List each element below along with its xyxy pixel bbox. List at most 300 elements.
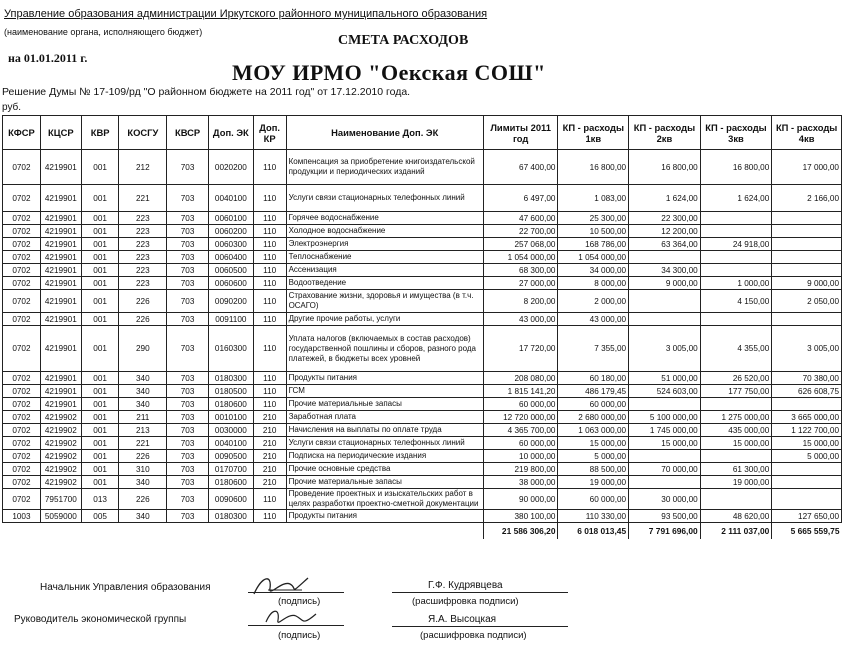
cell-q2: 5 100 000,00	[629, 411, 701, 424]
cell-q1: 7 355,00	[558, 326, 629, 372]
cell-q2	[629, 313, 701, 326]
cell-name: Прочие основные средства	[286, 463, 483, 476]
document-date: на 01.01.2011 г.	[8, 51, 88, 65]
cell-kvsr: 703	[167, 225, 209, 238]
cell-dopek: 0180600	[208, 398, 253, 411]
cell-dopek: 0090600	[208, 489, 253, 510]
cell-q3	[700, 251, 772, 264]
cell-dopek: 0060400	[208, 251, 253, 264]
cell-q2	[629, 476, 701, 489]
cell-q4: 1 122 700,00	[772, 424, 842, 437]
cell-kvr: 001	[81, 185, 119, 212]
cell-q2: 70 000,00	[629, 463, 701, 476]
cell-q4	[772, 264, 842, 277]
cell-dopkr: 110	[253, 264, 286, 277]
table-row	[3, 437, 842, 450]
cell-dopkr: 210	[253, 411, 286, 424]
cell-kosgu: 226	[119, 290, 167, 313]
cell-kvsr: 703	[167, 150, 209, 185]
organization-name: Управление образования администрации Иркутского районного муниципального образования	[4, 8, 488, 20]
head-name: Г.Ф. Кудрявцева	[428, 580, 503, 591]
cell-kosgu: 211	[119, 411, 167, 424]
cell-q2: 30 000,00	[629, 489, 701, 510]
table-row	[3, 463, 842, 476]
cell-kvsr: 703	[167, 437, 209, 450]
table-row	[3, 372, 842, 385]
column-header: КП - расходы 3кв	[700, 116, 772, 150]
cell-kvsr: 703	[167, 212, 209, 225]
cell-name: Компенсация за приобретение книгоиздательской продукции и периодических изданий	[286, 150, 483, 185]
cell-kfsr: 0702	[3, 437, 41, 450]
cell-kfsr: 0702	[3, 385, 41, 398]
cell-kosgu: 226	[119, 313, 167, 326]
cell-limit: 10 000,00	[483, 450, 558, 463]
cell-dopek: 0060500	[208, 264, 253, 277]
cell-dopek: 0180600	[208, 476, 253, 489]
cell-q2: 34 300,00	[629, 264, 701, 277]
cell-kvr: 005	[81, 510, 119, 523]
cell-name: Заработная плата	[286, 411, 483, 424]
cell-kosgu: 221	[119, 437, 167, 450]
cell-kfsr: 0702	[3, 372, 41, 385]
cell-dopek: 0090500	[208, 450, 253, 463]
cell-kosgu: 226	[119, 450, 167, 463]
cell-kfsr: 0702	[3, 476, 41, 489]
cell-q3	[700, 489, 772, 510]
cell-dopkr: 210	[253, 450, 286, 463]
cell-limit: 17 720,00	[483, 326, 558, 372]
cell-limit: 4 365 700,00	[483, 424, 558, 437]
cell-limit: 208 080,00	[483, 372, 558, 385]
cell-dopek: 0170700	[208, 463, 253, 476]
cell-dopkr: 110	[253, 225, 286, 238]
cell-kfsr: 0702	[3, 212, 41, 225]
cell-q3	[700, 398, 772, 411]
cell-q1: 486 179,45	[558, 385, 629, 398]
cell-q4	[772, 251, 842, 264]
cell-q3: 19 000,00	[700, 476, 772, 489]
cell-q2	[629, 251, 701, 264]
column-header: Доп. ЭК	[208, 116, 253, 150]
cell-kvr: 001	[81, 385, 119, 398]
table-row	[3, 212, 842, 225]
cell-kvr: 001	[81, 463, 119, 476]
cell-kfsr: 0702	[3, 313, 41, 326]
cell-limit: 12 720 000,00	[483, 411, 558, 424]
cell-kfsr: 0702	[3, 277, 41, 290]
cell-q4	[772, 489, 842, 510]
cell-kosgu: 223	[119, 212, 167, 225]
cell-limit: 8 200,00	[483, 290, 558, 313]
cell-dopkr: 210	[253, 437, 286, 450]
cell-kfsr: 1003	[3, 510, 41, 523]
cell-kfsr: 0702	[3, 326, 41, 372]
cell-q1: 43 000,00	[558, 313, 629, 326]
cell-kosgu: 223	[119, 264, 167, 277]
cell-dopkr: 110	[253, 326, 286, 372]
cell-name: Продукты питания	[286, 510, 483, 523]
cell-kosgu: 226	[119, 489, 167, 510]
cell-kvr: 001	[81, 437, 119, 450]
cell-q4: 9 000,00	[772, 277, 842, 290]
school-name: МОУ ИРМО "Оекская СОШ"	[232, 60, 546, 85]
cell-dopek: 0160300	[208, 326, 253, 372]
cell-kcsr: 4219901	[40, 212, 81, 225]
cell-dopkr: 110	[253, 212, 286, 225]
cell-limit: 67 400,00	[483, 150, 558, 185]
cell-kcsr: 4219902	[40, 450, 81, 463]
cell-limit: 68 300,00	[483, 264, 558, 277]
total-q4: 5 665 559,75	[772, 523, 842, 540]
cell-kosgu: 340	[119, 372, 167, 385]
cell-q1: 19 000,00	[558, 476, 629, 489]
cell-q1: 60 000,00	[558, 398, 629, 411]
cell-kcsr: 5059000	[40, 510, 81, 523]
cell-name: Услуги связи стационарных телефонных линий	[286, 437, 483, 450]
cell-limit: 43 000,00	[483, 313, 558, 326]
cell-kosgu: 310	[119, 463, 167, 476]
econ-name-caption: (расшифровка подписи)	[420, 630, 527, 641]
total-limit: 21 586 306,20	[483, 523, 558, 540]
cell-kcsr: 4219901	[40, 251, 81, 264]
cell-kfsr: 0702	[3, 225, 41, 238]
cell-kvr: 001	[81, 238, 119, 251]
cell-q4: 2 166,00	[772, 185, 842, 212]
cell-q4: 3 005,00	[772, 326, 842, 372]
cell-dopek: 0091100	[208, 313, 253, 326]
cell-kosgu: 223	[119, 225, 167, 238]
cell-kfsr: 0702	[3, 251, 41, 264]
cell-q4	[772, 463, 842, 476]
cell-kfsr: 0702	[3, 150, 41, 185]
total-q1: 6 018 013,45	[558, 523, 629, 540]
cell-dopek: 0030000	[208, 424, 253, 437]
cell-q2	[629, 290, 701, 313]
cell-q2: 15 000,00	[629, 437, 701, 450]
cell-q4	[772, 313, 842, 326]
cell-q4: 3 665 000,00	[772, 411, 842, 424]
cell-q2: 524 603,00	[629, 385, 701, 398]
cell-dopkr: 110	[253, 251, 286, 264]
head-sign-caption: (подпись)	[278, 596, 321, 607]
table-row	[3, 424, 842, 437]
cell-q4	[772, 398, 842, 411]
cell-kfsr: 0702	[3, 489, 41, 510]
table-row	[3, 326, 842, 372]
column-header: КП - расходы 2кв	[629, 116, 701, 150]
cell-q3	[700, 212, 772, 225]
cell-limit: 60 000,00	[483, 398, 558, 411]
cell-name: Подписка на периодические издания	[286, 450, 483, 463]
cell-q3: 435 000,00	[700, 424, 772, 437]
cell-q1: 1 054 000,00	[558, 251, 629, 264]
column-header: КОСГУ	[119, 116, 167, 150]
cell-q3: 24 918,00	[700, 238, 772, 251]
table-row	[3, 510, 842, 523]
table-row	[3, 489, 842, 510]
cell-kvr: 001	[81, 411, 119, 424]
cell-kcsr: 4219902	[40, 411, 81, 424]
cell-q4: 15 000,00	[772, 437, 842, 450]
table-row	[3, 411, 842, 424]
cell-kcsr: 4219901	[40, 264, 81, 277]
cell-q3	[700, 264, 772, 277]
cell-q2: 9 000,00	[629, 277, 701, 290]
cell-q3: 26 520,00	[700, 372, 772, 385]
cell-kvr: 001	[81, 476, 119, 489]
cell-kvr: 001	[81, 398, 119, 411]
cell-kcsr: 4219901	[40, 277, 81, 290]
cell-q4: 2 050,00	[772, 290, 842, 313]
cell-kvr: 001	[81, 424, 119, 437]
table-row	[3, 385, 842, 398]
cell-q3	[700, 450, 772, 463]
cell-q1: 60 180,00	[558, 372, 629, 385]
cell-limit: 6 497,00	[483, 185, 558, 212]
cell-dopkr: 110	[253, 398, 286, 411]
cell-q4: 70 380,00	[772, 372, 842, 385]
cell-kfsr: 0702	[3, 264, 41, 277]
cell-q3: 1 275 000,00	[700, 411, 772, 424]
cell-name: Прочие материальные запасы	[286, 398, 483, 411]
cell-kosgu: 223	[119, 251, 167, 264]
cell-kfsr: 0702	[3, 185, 41, 212]
cell-kosgu: 223	[119, 277, 167, 290]
estimate-table	[2, 115, 842, 539]
cell-name: Страхование жизни, здоровья и имущества (в т.ч. ОСАГО)	[286, 290, 483, 313]
cell-q3	[700, 313, 772, 326]
cell-dopkr: 110	[253, 277, 286, 290]
table-row	[3, 450, 842, 463]
cell-kosgu: 221	[119, 185, 167, 212]
cell-q2: 1 624,00	[629, 185, 701, 212]
column-header: КЦСР	[40, 116, 81, 150]
cell-limit: 257 068,00	[483, 238, 558, 251]
cell-kvsr: 703	[167, 398, 209, 411]
cell-kfsr: 0702	[3, 411, 41, 424]
econ-title: Руководитель экономической группы	[14, 614, 187, 625]
cell-kvsr: 703	[167, 290, 209, 313]
cell-q2: 63 364,00	[629, 238, 701, 251]
cell-name: Водоотведение	[286, 277, 483, 290]
head-name-line	[392, 592, 568, 593]
table-row	[3, 185, 842, 212]
cell-q1: 15 000,00	[558, 437, 629, 450]
column-header: КФСР	[3, 116, 41, 150]
cell-dopkr: 110	[253, 185, 286, 212]
cell-dopkr: 110	[253, 489, 286, 510]
cell-q4: 5 000,00	[772, 450, 842, 463]
cell-kcsr: 4219901	[40, 238, 81, 251]
cell-dopek: 0060300	[208, 238, 253, 251]
cell-kcsr: 7951700	[40, 489, 81, 510]
cell-kosgu: 290	[119, 326, 167, 372]
cell-dopek: 0090200	[208, 290, 253, 313]
cell-q4	[772, 225, 842, 238]
cell-name: Холодное водоснабжение	[286, 225, 483, 238]
cell-kvsr: 703	[167, 372, 209, 385]
cell-kvr: 013	[81, 489, 119, 510]
cell-kvr: 001	[81, 251, 119, 264]
cell-dopek: 0180300	[208, 372, 253, 385]
cell-kvsr: 703	[167, 313, 209, 326]
cell-kcsr: 4219901	[40, 225, 81, 238]
document-title: СМЕТА РАСХОДОВ	[338, 33, 469, 48]
totals-spacer	[3, 523, 484, 540]
cell-dopkr: 110	[253, 150, 286, 185]
table-row	[3, 238, 842, 251]
cell-name: Уплата налогов (включаемых в состав расходов) государственной пошлины и сборов, разного рода платежей, в бюджеты всех уровней	[286, 326, 483, 372]
cell-q1: 1 063 000,00	[558, 424, 629, 437]
cell-limit: 1 054 000,00	[483, 251, 558, 264]
cell-kosgu: 340	[119, 398, 167, 411]
cell-kvr: 001	[81, 313, 119, 326]
total-q2: 7 791 696,00	[629, 523, 701, 540]
cell-q3: 1 624,00	[700, 185, 772, 212]
cell-kcsr: 4219901	[40, 385, 81, 398]
table-row	[3, 398, 842, 411]
cell-dopek: 0040100	[208, 437, 253, 450]
cell-q2: 51 000,00	[629, 372, 701, 385]
table-row	[3, 290, 842, 313]
cell-dopek: 0180300	[208, 510, 253, 523]
cell-q4: 127 650,00	[772, 510, 842, 523]
cell-q1: 1 083,00	[558, 185, 629, 212]
cell-q3: 4 150,00	[700, 290, 772, 313]
cell-kvsr: 703	[167, 489, 209, 510]
cell-limit: 380 100,00	[483, 510, 558, 523]
cell-q2: 1 745 000,00	[629, 424, 701, 437]
cell-dopkr: 210	[253, 463, 286, 476]
cell-limit: 47 600,00	[483, 212, 558, 225]
cell-name: Начисления на выплаты по оплате труда	[286, 424, 483, 437]
cell-q3: 48 620,00	[700, 510, 772, 523]
cell-kvr: 001	[81, 326, 119, 372]
cell-q3: 4 355,00	[700, 326, 772, 372]
head-title: Начальник Управления образования	[40, 582, 211, 593]
table-row	[3, 277, 842, 290]
cell-kcsr: 4219901	[40, 372, 81, 385]
cell-kvr: 001	[81, 150, 119, 185]
cell-q4	[772, 212, 842, 225]
cell-kvr: 001	[81, 225, 119, 238]
cell-q1: 2 680 000,00	[558, 411, 629, 424]
cell-dopkr: 210	[253, 476, 286, 489]
cell-kvsr: 703	[167, 277, 209, 290]
cell-kcsr: 4219901	[40, 290, 81, 313]
cell-kosgu: 223	[119, 238, 167, 251]
cell-kcsr: 4219901	[40, 150, 81, 185]
cell-kvsr: 703	[167, 424, 209, 437]
cell-limit: 60 000,00	[483, 437, 558, 450]
table-row	[3, 264, 842, 277]
cell-dopek: 0020200	[208, 150, 253, 185]
cell-kvr: 001	[81, 450, 119, 463]
cell-kcsr: 4219902	[40, 437, 81, 450]
column-header: КВСР	[167, 116, 209, 150]
cell-q2: 12 200,00	[629, 225, 701, 238]
cell-kvr: 001	[81, 264, 119, 277]
cell-q1: 88 500,00	[558, 463, 629, 476]
table-row	[3, 251, 842, 264]
cell-dopkr: 210	[253, 424, 286, 437]
cell-q2	[629, 398, 701, 411]
cell-kcsr: 4219902	[40, 476, 81, 489]
cell-dopkr: 110	[253, 238, 286, 251]
cell-q3	[700, 225, 772, 238]
cell-q2: 93 500,00	[629, 510, 701, 523]
cell-kcsr: 4219901	[40, 326, 81, 372]
cell-q4: 17 000,00	[772, 150, 842, 185]
table-row	[3, 313, 842, 326]
cell-q2: 22 300,00	[629, 212, 701, 225]
cell-kvsr: 703	[167, 385, 209, 398]
econ-signature-icon	[262, 604, 322, 632]
cell-kfsr: 0702	[3, 238, 41, 251]
cell-q2: 16 800,00	[629, 150, 701, 185]
cell-kosgu: 340	[119, 476, 167, 489]
cell-dopek: 0060100	[208, 212, 253, 225]
column-header: Наименование Доп. ЭК	[286, 116, 483, 150]
totals-row	[3, 523, 842, 540]
cell-kvsr: 703	[167, 450, 209, 463]
cell-name: Прочие материальные запасы	[286, 476, 483, 489]
cell-kvr: 001	[81, 372, 119, 385]
cell-kcsr: 4219901	[40, 185, 81, 212]
cell-dopkr: 110	[253, 372, 286, 385]
cell-kfsr: 0702	[3, 450, 41, 463]
column-header: Лимиты 2011 год	[483, 116, 558, 150]
column-header: Доп. КР	[253, 116, 286, 150]
cell-kosgu: 340	[119, 510, 167, 523]
cell-q3: 177 750,00	[700, 385, 772, 398]
cell-q1: 5 000,00	[558, 450, 629, 463]
cell-kvsr: 703	[167, 185, 209, 212]
cell-dopek: 0180500	[208, 385, 253, 398]
cell-kvsr: 703	[167, 476, 209, 489]
cell-kcsr: 4219902	[40, 424, 81, 437]
cell-q1: 34 000,00	[558, 264, 629, 277]
cell-dopek: 0060600	[208, 277, 253, 290]
cell-q1: 110 330,00	[558, 510, 629, 523]
cell-kosgu: 340	[119, 385, 167, 398]
cell-kvsr: 703	[167, 411, 209, 424]
table-row	[3, 150, 842, 185]
econ-sign-caption: (подпись)	[278, 630, 321, 641]
cell-name: Продукты питания	[286, 372, 483, 385]
currency-unit: руб.	[2, 102, 22, 113]
cell-kosgu: 213	[119, 424, 167, 437]
cell-q4	[772, 476, 842, 489]
cell-limit: 22 700,00	[483, 225, 558, 238]
econ-name-line	[392, 626, 568, 627]
cell-kfsr: 0702	[3, 463, 41, 476]
table-row	[3, 225, 842, 238]
cell-name: Проведение проектных и изыскательских работ в целях разработки проектно-сметной документации	[286, 489, 483, 510]
cell-q1: 8 000,00	[558, 277, 629, 290]
cell-name: Теплоснабжение	[286, 251, 483, 264]
organization-note: (наименование органа, исполняющего бюджет)	[4, 27, 203, 37]
table-row	[3, 476, 842, 489]
cell-kfsr: 0702	[3, 290, 41, 313]
cell-q4: 626 608,75	[772, 385, 842, 398]
cell-kvsr: 703	[167, 326, 209, 372]
cell-q1: 10 500,00	[558, 225, 629, 238]
cell-name: ГСМ	[286, 385, 483, 398]
cell-q3: 16 800,00	[700, 150, 772, 185]
cell-dopkr: 110	[253, 385, 286, 398]
column-header: КВР	[81, 116, 119, 150]
